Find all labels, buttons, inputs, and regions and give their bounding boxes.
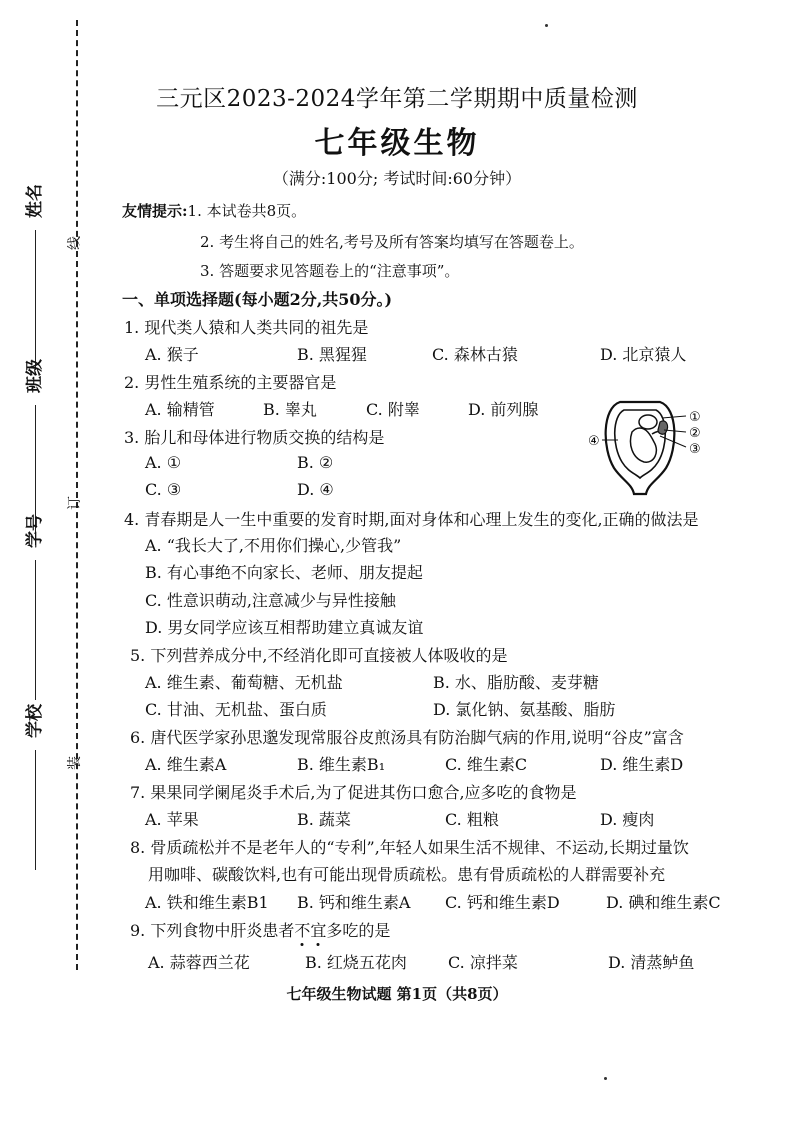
q9-option-b[interactable]: B. 红烧五花肉	[305, 953, 407, 972]
q3-option-c[interactable]: C. ③	[145, 480, 182, 499]
school-label: 学校	[25, 704, 45, 738]
cut-mark-line: 线	[67, 236, 83, 250]
cut-mark-seal: 装	[67, 756, 83, 770]
q6-option-d[interactable]: D. 维生素D	[600, 755, 684, 774]
binding-dashed-line	[76, 20, 78, 970]
q6-option-b[interactable]: B. 维生素B₁	[297, 755, 386, 774]
question-1: 1. 现代类人猿和人类共同的祖先是	[124, 318, 369, 337]
question-9	[130, 918, 390, 941]
tip-item-2: 2. 考生将自己的姓名,考号及所有答案均填写在答题卷上。	[200, 233, 584, 251]
section-heading: 一、单项选择题(每小题2分,共50分。)	[122, 290, 393, 309]
tip-line-1	[122, 200, 306, 221]
tip-item-3: 3. 答题要求见答题卷上的“注意事项”。	[200, 262, 460, 280]
q1-option-b[interactable]: B. 黑猩猩	[297, 345, 367, 364]
diagram-label-1: ①	[689, 410, 701, 425]
q9-emphasis-2: 宜	[310, 921, 327, 940]
question-2: 2. 男性生殖系统的主要器官是	[124, 373, 337, 392]
q5-option-d[interactable]: D. 氯化钠、氨基酸、脂肪	[433, 700, 616, 719]
question-5: 5. 下列营养成分中,不经消化即可直接被人体吸收的是	[130, 646, 508, 665]
page-footer: 七年级生物试题 第1页（共8页）	[286, 985, 508, 1003]
q6-option-a[interactable]: A. 维生素A	[145, 755, 227, 774]
q9-option-d[interactable]: D. 清蒸鲈鱼	[608, 953, 695, 972]
scan-speck	[545, 24, 548, 27]
q8-option-b[interactable]: B. 钙和维生素A	[297, 893, 411, 912]
pointer-1	[662, 416, 686, 418]
q3-option-a[interactable]: A. ①	[145, 453, 182, 472]
q8-option-a[interactable]: A. 铁和维生素B1	[145, 893, 269, 912]
diagram-label-3: ③	[689, 442, 701, 457]
q4-option-d[interactable]: D. 男女同学应该互相帮助建立真诚友谊	[145, 618, 424, 637]
q5-option-a[interactable]: A. 维生素、葡萄糖、无机盐	[145, 673, 343, 692]
q9-emphasis-1: 不	[294, 921, 311, 940]
q8-option-c[interactable]: C. 钙和维生素D	[445, 893, 560, 912]
question-6: 6. 唐代医学家孙思邈发现常服谷皮煎汤具有防治脚气病的作用,说明“谷皮”富含	[130, 728, 684, 747]
tip-item-1: 1. 本试卷共8页。	[187, 202, 307, 220]
q7-option-d[interactable]: D. 瘦肉	[600, 810, 655, 829]
q9-option-c[interactable]: C. 凉拌菜	[448, 953, 518, 972]
q5-option-b[interactable]: B. 水、脂肪酸、麦芽糖	[433, 673, 599, 692]
q8-option-d[interactable]: D. 碘和维生素C	[606, 893, 721, 912]
q9-option-a[interactable]: A. 蒜蓉西兰花	[148, 953, 250, 972]
fetus-uterus-diagram	[588, 398, 712, 502]
q6-option-c[interactable]: C. 维生素C	[445, 755, 528, 774]
question-8-line-1: 8. 骨质疏松并不是老年人的“专利”,年轻人如果生活不规律、不运动,长期过量饮	[130, 838, 689, 857]
q4-option-a[interactable]: A. “我长大了,不用你们操心,少管我”	[145, 536, 402, 555]
school-field[interactable]	[20, 704, 45, 870]
name-underline	[35, 230, 36, 370]
q9-stem-pre: 9. 下列食物中肝炎患者	[130, 921, 295, 940]
scan-speck	[604, 1077, 607, 1080]
cut-mark-bind: 订	[67, 496, 83, 510]
q1-option-d[interactable]: D. 北京猿人	[600, 345, 687, 364]
q7-option-a[interactable]: A. 苹果	[145, 810, 199, 829]
student-id-underline	[35, 560, 36, 700]
q2-option-a[interactable]: A. 输精管	[145, 400, 215, 419]
q7-option-c[interactable]: C. 粗粮	[445, 810, 499, 829]
q7-option-b[interactable]: B. 蔬菜	[297, 810, 351, 829]
school-underline	[35, 750, 36, 870]
q1-option-a[interactable]: A. 猴子	[145, 345, 199, 364]
diagram-label-2: ②	[689, 426, 701, 441]
student-id-field[interactable]	[20, 514, 45, 700]
q2-option-c[interactable]: C. 附睾	[366, 400, 420, 419]
q1-option-c[interactable]: C. 森林古猿	[432, 345, 518, 364]
subject-title: 七年级生物	[314, 126, 480, 161]
question-4: 4. 青春期是人一生中重要的发育时期,面对身体和心理上发生的变化,正确的做法是	[124, 510, 699, 529]
q5-option-c[interactable]: C. 甘油、无机盐、蛋白质	[145, 700, 327, 719]
question-8-line-2: 用咖啡、碳酸饮料,也有可能出现骨质疏松。患有骨质疏松的人群需要补充	[148, 865, 666, 884]
q4-option-c[interactable]: C. 性意识萌动,注意减少与异性接触	[145, 591, 396, 610]
q4-option-b[interactable]: B. 有心事绝不向家长、老师、朋友提起	[145, 563, 423, 582]
tip-label: 友情提示:	[122, 202, 188, 220]
name-field[interactable]	[20, 184, 45, 370]
score-time: （满分:100分; 考试时间:60分钟）	[272, 169, 522, 188]
diagram-label-4: ④	[588, 434, 600, 449]
question-3: 3. 胎儿和母体进行物质交换的结构是	[124, 428, 385, 447]
q2-option-d[interactable]: D. 前列腺	[468, 400, 539, 419]
class-label: 班级	[25, 359, 45, 393]
exam-title: 三元区2023-2024学年第二学期期中质量检测	[156, 86, 638, 112]
fetus-head	[639, 415, 657, 429]
q2-option-b[interactable]: B. 睾丸	[263, 400, 317, 419]
name-label: 姓名	[25, 184, 45, 218]
q3-option-b[interactable]: B. ②	[297, 453, 334, 472]
placenta	[658, 421, 668, 434]
student-id-label: 学号	[25, 514, 45, 548]
q3-option-d[interactable]: D. ④	[297, 480, 334, 499]
q9-stem-post: 多吃的是	[326, 921, 391, 940]
question-7: 7. 果果同学阑尾炎手术后,为了促进其伤口愈合,应多吃的食物是	[130, 783, 577, 802]
